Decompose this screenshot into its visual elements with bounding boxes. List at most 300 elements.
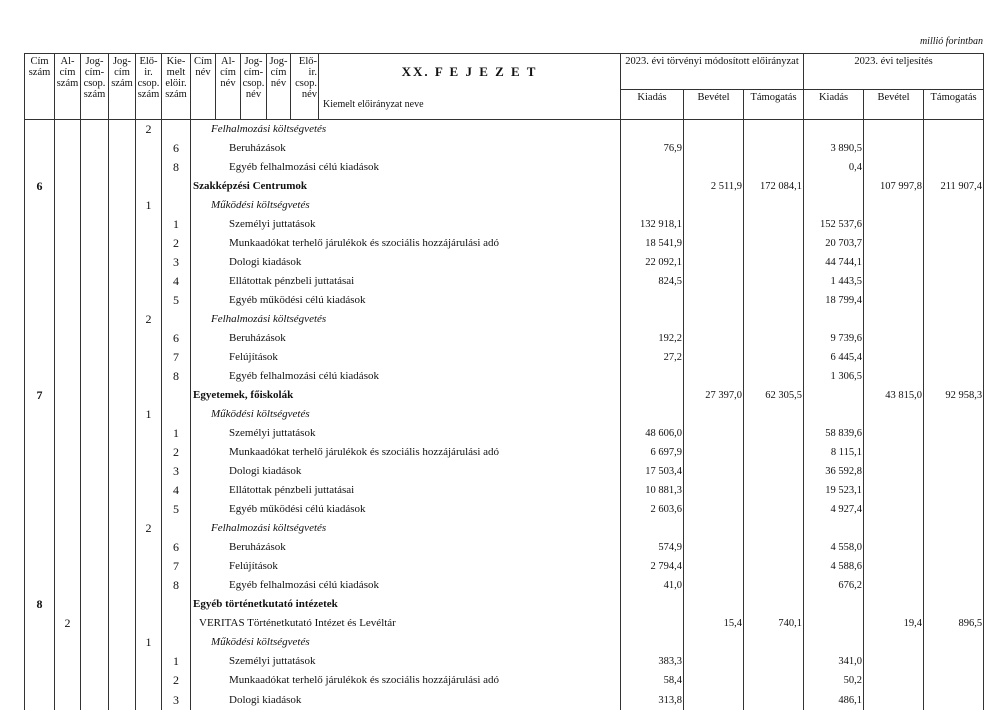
- cell-eloir-csop-szam: [136, 424, 162, 443]
- cell-cim-szam: [25, 633, 55, 652]
- header-group-performance: 2023. évi teljesítés: [804, 54, 984, 90]
- cell-kiemelt-szam: 2: [162, 234, 191, 253]
- cell-jogcim-szam: [109, 481, 136, 500]
- cell-kiadas-actual: 50,2: [804, 671, 864, 690]
- cell-eloir-csop-szam: [136, 329, 162, 348]
- cell-bevetel-actual: [864, 671, 924, 690]
- cell-tamogatas-modified: [744, 633, 804, 652]
- cell-appropriation-name: Egyéb működési célú kiadások: [191, 500, 621, 519]
- header-kiadas-1: Kiadás: [621, 90, 684, 120]
- cell-bevetel-modified: 27 397,0: [684, 386, 744, 405]
- cell-jogcimcsop-szam: [81, 329, 109, 348]
- cell-jogcimcsop-szam: [81, 633, 109, 652]
- cell-jogcimcsop-szam: [81, 519, 109, 538]
- cell-eloir-csop-szam: [136, 614, 162, 633]
- cell-kiadas-modified: [621, 519, 684, 538]
- table-row: [25, 652, 984, 671]
- cell-cim-szam: [25, 557, 55, 576]
- cell-jogcim-szam: [109, 329, 136, 348]
- cell-jogcimcsop-szam: [81, 557, 109, 576]
- cell-bevetel-actual: [864, 405, 924, 424]
- cell-appropriation-name: Egyéb működési célú kiadások: [191, 291, 621, 310]
- table-row: [25, 272, 984, 291]
- cell-kiadas-modified: [621, 310, 684, 329]
- table-row: [25, 348, 984, 367]
- cell-cim-szam: [25, 196, 55, 215]
- cell-eloir-csop-szam: [136, 348, 162, 367]
- cell-kiadas-actual: [804, 310, 864, 329]
- cell-tamogatas-actual: [924, 329, 984, 348]
- cell-bevetel-modified: [684, 367, 744, 386]
- cell-bevetel-actual: [864, 500, 924, 519]
- table-row: [25, 177, 984, 196]
- cell-cim-szam: 7: [25, 386, 55, 405]
- cell-tamogatas-modified: [744, 405, 804, 424]
- cell-jogcimcsop-szam: [81, 576, 109, 595]
- header-tamogatas-1: Támogatás: [744, 90, 804, 120]
- cell-bevetel-modified: [684, 405, 744, 424]
- cell-kiadas-modified: 18 541,9: [621, 234, 684, 253]
- cell-cim-szam: [25, 519, 55, 538]
- cell-bevetel-modified: [684, 519, 744, 538]
- cell-bevetel-modified: [684, 158, 744, 177]
- cell-bevetel-actual: [864, 234, 924, 253]
- cell-kiemelt-szam: 8: [162, 576, 191, 595]
- cell-kiadas-modified: [621, 614, 684, 633]
- cell-tamogatas-actual: [924, 234, 984, 253]
- cell-jogcim-szam: [109, 348, 136, 367]
- cell-kiadas-modified: 824,5: [621, 272, 684, 291]
- cell-tamogatas-modified: 62 305,5: [744, 386, 804, 405]
- table-row: [25, 196, 984, 215]
- cell-appropriation-name: Működési költségvetés: [191, 633, 621, 652]
- cell-kiadas-actual: [804, 405, 864, 424]
- cell-tamogatas-actual: 896,5: [924, 614, 984, 633]
- cell-bevetel-modified: [684, 215, 744, 234]
- cell-appropriation-name: Működési költségvetés: [191, 405, 621, 424]
- table-row: [25, 158, 984, 177]
- header-cim-szam: Cím szám: [25, 54, 55, 120]
- table-row: [25, 215, 984, 234]
- cell-tamogatas-modified: 172 084,1: [744, 177, 804, 196]
- table-row: [25, 139, 984, 158]
- table-row: [25, 386, 984, 405]
- cell-cim-szam: [25, 272, 55, 291]
- cell-kiadas-modified: [621, 120, 684, 140]
- cell-tamogatas-actual: [924, 424, 984, 443]
- cell-alcim-szam: [55, 367, 81, 386]
- cell-cim-szam: [25, 424, 55, 443]
- header-jogcimcsop-szam: Jog-cím-csop. szám: [81, 54, 109, 120]
- cell-kiemelt-szam: 5: [162, 291, 191, 310]
- cell-eloir-csop-szam: [136, 652, 162, 671]
- cell-alcim-szam: [55, 310, 81, 329]
- cell-kiemelt-szam: 6: [162, 139, 191, 158]
- cell-appropriation-name: Egyéb történetkutató intézetek: [191, 595, 621, 614]
- cell-tamogatas-modified: [744, 348, 804, 367]
- cell-kiemelt-szam: 4: [162, 272, 191, 291]
- cell-appropriation-name: Szakképzési Centrumok: [191, 177, 621, 196]
- cell-tamogatas-actual: [924, 158, 984, 177]
- cell-bevetel-modified: [684, 310, 744, 329]
- cell-jogcim-szam: [109, 671, 136, 690]
- cell-jogcimcsop-szam: [81, 443, 109, 462]
- cell-kiadas-actual: [804, 177, 864, 196]
- cell-bevetel-modified: [684, 272, 744, 291]
- cell-bevetel-actual: [864, 158, 924, 177]
- table-row: [25, 690, 984, 710]
- cell-kiemelt-szam: [162, 120, 191, 140]
- cell-appropriation-name: Beruházások: [191, 538, 621, 557]
- cell-jogcim-szam: [109, 576, 136, 595]
- cell-tamogatas-modified: [744, 329, 804, 348]
- cell-cim-szam: [25, 462, 55, 481]
- cell-jogcimcsop-szam: [81, 405, 109, 424]
- cell-jogcim-szam: [109, 310, 136, 329]
- cell-appropriation-name: Személyi juttatások: [191, 652, 621, 671]
- table-row: [25, 462, 984, 481]
- cell-tamogatas-actual: [924, 405, 984, 424]
- cell-jogcim-szam: [109, 405, 136, 424]
- cell-bevetel-actual: [864, 291, 924, 310]
- cell-bevetel-actual: [864, 481, 924, 500]
- cell-tamogatas-modified: [744, 291, 804, 310]
- cell-jogcim-szam: [109, 443, 136, 462]
- cell-bevetel-modified: [684, 633, 744, 652]
- cell-jogcimcsop-szam: [81, 500, 109, 519]
- cell-alcim-szam: [55, 272, 81, 291]
- cell-jogcimcsop-szam: [81, 120, 109, 140]
- cell-kiemelt-szam: 1: [162, 652, 191, 671]
- cell-kiemelt-szam: 3: [162, 690, 191, 710]
- cell-cim-szam: [25, 405, 55, 424]
- cell-alcim-szam: [55, 690, 81, 710]
- cell-kiemelt-szam: [162, 386, 191, 405]
- cell-cim-szam: 6: [25, 177, 55, 196]
- cell-kiadas-actual: 44 744,1: [804, 253, 864, 272]
- cell-kiemelt-szam: [162, 177, 191, 196]
- cell-alcim-szam: [55, 177, 81, 196]
- cell-kiemelt-szam: 1: [162, 424, 191, 443]
- cell-kiadas-actual: 1 443,5: [804, 272, 864, 291]
- cell-bevetel-modified: [684, 557, 744, 576]
- cell-appropriation-name: Dologi kiadások: [191, 690, 621, 710]
- cell-bevetel-actual: [864, 633, 924, 652]
- cell-jogcim-szam: [109, 538, 136, 557]
- cell-appropriation-name: Munkaadókat terhelő járulékok és szociális hozzájárulási adó: [191, 671, 621, 690]
- cell-bevetel-actual: 19,4: [864, 614, 924, 633]
- cell-kiemelt-szam: 3: [162, 462, 191, 481]
- table-row: [25, 614, 984, 633]
- cell-tamogatas-modified: [744, 310, 804, 329]
- cell-bevetel-actual: [864, 196, 924, 215]
- cell-jogcim-szam: [109, 215, 136, 234]
- cell-tamogatas-actual: [924, 576, 984, 595]
- cell-eloir-csop-szam: [136, 386, 162, 405]
- cell-cim-szam: [25, 139, 55, 158]
- cell-bevetel-actual: [864, 652, 924, 671]
- cell-eloir-csop-szam: [136, 462, 162, 481]
- cell-alcim-szam: [55, 386, 81, 405]
- table-row: [25, 367, 984, 386]
- cell-kiadas-modified: 313,8: [621, 690, 684, 710]
- table-row: [25, 120, 984, 140]
- cell-tamogatas-modified: [744, 272, 804, 291]
- cell-kiadas-modified: 6 697,9: [621, 443, 684, 462]
- cell-kiemelt-szam: [162, 614, 191, 633]
- cell-kiadas-modified: 58,4: [621, 671, 684, 690]
- cell-jogcim-szam: [109, 614, 136, 633]
- cell-jogcim-szam: [109, 557, 136, 576]
- cell-kiadas-actual: [804, 196, 864, 215]
- cell-kiadas-modified: [621, 633, 684, 652]
- cell-kiemelt-szam: 8: [162, 367, 191, 386]
- cell-bevetel-modified: [684, 424, 744, 443]
- table-row: [25, 595, 984, 614]
- cell-tamogatas-actual: [924, 196, 984, 215]
- cell-eloir-csop-szam: [136, 139, 162, 158]
- cell-tamogatas-modified: [744, 158, 804, 177]
- cell-jogcim-szam: [109, 519, 136, 538]
- cell-alcim-szam: [55, 348, 81, 367]
- table-row: [25, 481, 984, 500]
- table-row: [25, 538, 984, 557]
- cell-alcim-szam: [55, 253, 81, 272]
- cell-kiadas-modified: [621, 405, 684, 424]
- cell-tamogatas-modified: [744, 519, 804, 538]
- table-row: [25, 557, 984, 576]
- cell-tamogatas-actual: 92 958,3: [924, 386, 984, 405]
- cell-kiadas-modified: [621, 158, 684, 177]
- cell-kiadas-modified: [621, 177, 684, 196]
- cell-alcim-szam: [55, 481, 81, 500]
- cell-bevetel-modified: [684, 690, 744, 710]
- cell-tamogatas-actual: [924, 462, 984, 481]
- cell-jogcimcsop-szam: [81, 481, 109, 500]
- cell-kiadas-actual: [804, 633, 864, 652]
- budget-table: [24, 53, 984, 710]
- cell-cim-szam: [25, 614, 55, 633]
- header-alcim-nev: Al-cím név: [216, 54, 241, 120]
- cell-alcim-szam: [55, 671, 81, 690]
- cell-bevetel-modified: [684, 595, 744, 614]
- cell-appropriation-name: Beruházások: [191, 329, 621, 348]
- cell-appropriation-name: VERITAS Történetkutató Intézet és Levéltár: [191, 614, 621, 633]
- cell-bevetel-actual: [864, 576, 924, 595]
- header-kiemelt-szam: Kie-melt elöir. szám: [162, 54, 191, 120]
- header-jogcimcsop-nev: Jog-cím-csop. név: [241, 54, 267, 120]
- cell-kiemelt-szam: 7: [162, 557, 191, 576]
- cell-appropriation-name: Felhalmozási költségvetés: [191, 519, 621, 538]
- cell-tamogatas-actual: [924, 139, 984, 158]
- cell-eloir-csop-szam: [136, 690, 162, 710]
- cell-tamogatas-actual: [924, 272, 984, 291]
- cell-bevetel-actual: [864, 348, 924, 367]
- cell-bevetel-modified: [684, 348, 744, 367]
- cell-jogcim-szam: [109, 595, 136, 614]
- cell-appropriation-name: Működési költségvetés: [191, 196, 621, 215]
- cell-appropriation-name: Munkaadókat terhelő járulékok és szociális hozzájárulási adó: [191, 234, 621, 253]
- cell-alcim-szam: [55, 576, 81, 595]
- table-row: [25, 310, 984, 329]
- cell-tamogatas-actual: 211 907,4: [924, 177, 984, 196]
- cell-bevetel-modified: [684, 291, 744, 310]
- table-row: [25, 405, 984, 424]
- cell-jogcimcsop-szam: [81, 614, 109, 633]
- cell-cim-szam: [25, 234, 55, 253]
- cell-kiadas-actual: 6 445,4: [804, 348, 864, 367]
- cell-jogcim-szam: [109, 367, 136, 386]
- cell-appropriation-name: Egyéb felhalmozási célú kiadások: [191, 158, 621, 177]
- cell-jogcimcsop-szam: [81, 139, 109, 158]
- cell-jogcimcsop-szam: [81, 291, 109, 310]
- cell-alcim-szam: [55, 158, 81, 177]
- cell-kiadas-actual: [804, 595, 864, 614]
- header-alcim-szam: Al-cím szám: [55, 54, 81, 120]
- cell-jogcimcsop-szam: [81, 424, 109, 443]
- header-bevetel-2: Bevétel: [864, 90, 924, 120]
- cell-appropriation-name: Felújítások: [191, 557, 621, 576]
- cell-eloir-csop-szam: [136, 272, 162, 291]
- unit-note: millió forintban: [919, 36, 983, 47]
- cell-kiemelt-szam: 6: [162, 329, 191, 348]
- cell-tamogatas-modified: [744, 234, 804, 253]
- cell-jogcim-szam: [109, 234, 136, 253]
- cell-kiadas-modified: 574,9: [621, 538, 684, 557]
- cell-cim-szam: 8: [25, 595, 55, 614]
- cell-jogcimcsop-szam: [81, 595, 109, 614]
- cell-alcim-szam: [55, 405, 81, 424]
- cell-bevetel-modified: 2 511,9: [684, 177, 744, 196]
- cell-bevetel-modified: [684, 234, 744, 253]
- cell-kiadas-modified: 10 881,3: [621, 481, 684, 500]
- table-row: [25, 519, 984, 538]
- table-row: [25, 253, 984, 272]
- cell-kiemelt-szam: 3: [162, 253, 191, 272]
- cell-appropriation-name: Felhalmozási költségvetés: [191, 120, 621, 140]
- cell-kiadas-actual: [804, 386, 864, 405]
- cell-tamogatas-modified: [744, 538, 804, 557]
- cell-kiadas-actual: 58 839,6: [804, 424, 864, 443]
- cell-bevetel-actual: [864, 253, 924, 272]
- cell-jogcim-szam: [109, 253, 136, 272]
- cell-jogcimcsop-szam: [81, 234, 109, 253]
- cell-tamogatas-modified: [744, 671, 804, 690]
- cell-jogcimcsop-szam: [81, 671, 109, 690]
- cell-kiemelt-szam: [162, 196, 191, 215]
- cell-alcim-szam: [55, 557, 81, 576]
- cell-alcim-szam: [55, 519, 81, 538]
- header-jogcim-szam: Jog-cím szám: [109, 54, 136, 120]
- cell-tamogatas-actual: [924, 690, 984, 710]
- cell-kiadas-modified: 2 603,6: [621, 500, 684, 519]
- cell-tamogatas-actual: [924, 671, 984, 690]
- table-row: [25, 671, 984, 690]
- cell-cim-szam: [25, 291, 55, 310]
- cell-kiadas-actual: 341,0: [804, 652, 864, 671]
- header-cim-nev: Cím név: [191, 54, 216, 120]
- cell-jogcim-szam: [109, 291, 136, 310]
- cell-kiadas-modified: 41,0: [621, 576, 684, 595]
- cell-bevetel-modified: [684, 462, 744, 481]
- cell-eloir-csop-szam: [136, 177, 162, 196]
- cell-kiadas-actual: 4 588,6: [804, 557, 864, 576]
- cell-kiadas-modified: [621, 595, 684, 614]
- cell-kiemelt-szam: 7: [162, 348, 191, 367]
- cell-jogcimcsop-szam: [81, 386, 109, 405]
- cell-jogcim-szam: [109, 690, 136, 710]
- cell-tamogatas-actual: [924, 348, 984, 367]
- cell-eloir-csop-szam: [136, 158, 162, 177]
- cell-kiemelt-szam: 1: [162, 215, 191, 234]
- cell-jogcimcsop-szam: [81, 177, 109, 196]
- cell-kiemelt-szam: 2: [162, 443, 191, 462]
- cell-jogcimcsop-szam: [81, 538, 109, 557]
- header-bevetel-1: Bevétel: [684, 90, 744, 120]
- cell-tamogatas-actual: [924, 443, 984, 462]
- cell-appropriation-name: Felújítások: [191, 348, 621, 367]
- cell-bevetel-actual: 43 815,0: [864, 386, 924, 405]
- cell-cim-szam: [25, 367, 55, 386]
- table-row: [25, 234, 984, 253]
- cell-appropriation-name: Ellátottak pénzbeli juttatásai: [191, 272, 621, 291]
- table-body: [25, 120, 984, 711]
- cell-eloir-csop-szam: 2: [136, 310, 162, 329]
- cell-tamogatas-actual: [924, 253, 984, 272]
- cell-kiadas-actual: 152 537,6: [804, 215, 864, 234]
- cell-cim-szam: [25, 500, 55, 519]
- cell-tamogatas-modified: [744, 500, 804, 519]
- cell-bevetel-actual: [864, 329, 924, 348]
- cell-cim-szam: [25, 538, 55, 557]
- cell-kiadas-actual: 486,1: [804, 690, 864, 710]
- cell-bevetel-modified: [684, 671, 744, 690]
- cell-kiadas-modified: 48 606,0: [621, 424, 684, 443]
- cell-kiemelt-szam: 8: [162, 158, 191, 177]
- cell-bevetel-modified: [684, 139, 744, 158]
- cell-jogcimcsop-szam: [81, 462, 109, 481]
- table-row: [25, 500, 984, 519]
- cell-tamogatas-modified: [744, 557, 804, 576]
- cell-tamogatas-actual: [924, 367, 984, 386]
- cell-bevetel-actual: [864, 215, 924, 234]
- cell-cim-szam: [25, 690, 55, 710]
- header-jogcim-nev: Jog-cím név: [267, 54, 291, 120]
- cell-tamogatas-actual: [924, 500, 984, 519]
- cell-appropriation-name: Személyi juttatások: [191, 424, 621, 443]
- cell-appropriation-name: Dologi kiadások: [191, 253, 621, 272]
- table-row: [25, 424, 984, 443]
- cell-eloir-csop-szam: [136, 234, 162, 253]
- cell-eloir-csop-szam: 1: [136, 633, 162, 652]
- cell-bevetel-modified: [684, 120, 744, 140]
- cell-kiadas-actual: 3 890,5: [804, 139, 864, 158]
- cell-tamogatas-modified: [744, 215, 804, 234]
- cell-eloir-csop-szam: [136, 481, 162, 500]
- cell-jogcim-szam: [109, 386, 136, 405]
- cell-kiadas-modified: 192,2: [621, 329, 684, 348]
- cell-kiemelt-szam: 5: [162, 500, 191, 519]
- cell-kiadas-modified: 27,2: [621, 348, 684, 367]
- cell-eloir-csop-szam: 2: [136, 120, 162, 140]
- cell-kiadas-actual: 676,2: [804, 576, 864, 595]
- cell-bevetel-modified: 15,4: [684, 614, 744, 633]
- cell-jogcimcsop-szam: [81, 196, 109, 215]
- cell-alcim-szam: 2: [55, 614, 81, 633]
- cell-alcim-szam: [55, 329, 81, 348]
- cell-kiadas-modified: 22 092,1: [621, 253, 684, 272]
- cell-tamogatas-modified: [744, 576, 804, 595]
